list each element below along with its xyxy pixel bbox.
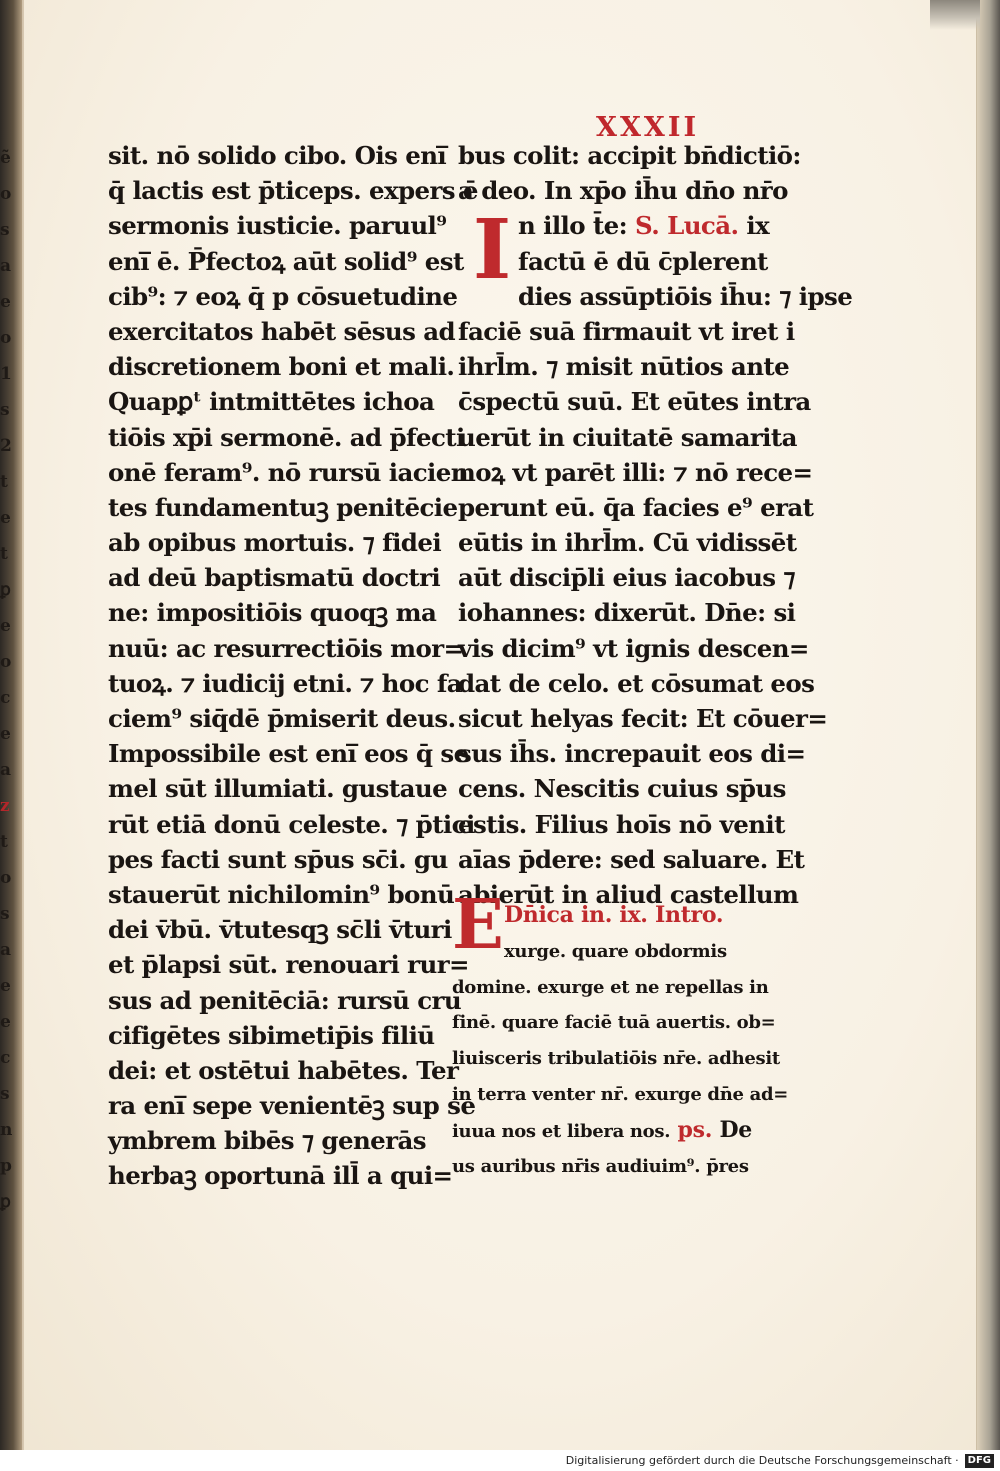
gutter-glyph: ꝑ bbox=[0, 1192, 11, 1212]
introit-text: iuua nos et libera nos. bbox=[452, 1120, 671, 1142]
text-line: cib⁹: ⁊ eoꝝ q̄ p cōsuetudine bbox=[108, 281, 458, 311]
text-line: abierūt in aliud castellum bbox=[458, 879, 799, 909]
introit-line: Dn̄ica in. ix. Intro. bbox=[504, 902, 724, 928]
text-line: ra eni̅ sepe venientēꝫ sup se bbox=[108, 1091, 476, 1121]
gutter-glyph: ẽ bbox=[0, 148, 11, 168]
gutter-glyph: a bbox=[0, 940, 12, 960]
text-line: aīas p̄dere: sed saluare. Et bbox=[458, 844, 805, 874]
text-line: discretionem boni et mali. bbox=[108, 352, 455, 382]
gutter-glyph: t bbox=[0, 472, 8, 492]
introit-line bbox=[452, 1113, 762, 1149]
text-line: cens. Nescitis cuius sp̄us bbox=[458, 774, 786, 804]
text-line: rūt etiā donū celeste. ⁊ p̄tici bbox=[108, 809, 475, 839]
text-line: sicut helyas fecit: Et cōuer= bbox=[458, 704, 828, 733]
text-line: et p̄lapsi sūt. renouari rur= bbox=[108, 950, 469, 980]
initial-letter-e: E bbox=[452, 885, 504, 965]
initial-letter-t: I bbox=[472, 202, 512, 298]
right-column bbox=[458, 138, 853, 912]
gutter-glyph: e bbox=[0, 616, 11, 636]
text-line: dies assūptiōis ih̄u: ⁊ ipse bbox=[518, 281, 853, 311]
gutter-glyph: p bbox=[0, 1156, 12, 1176]
introit-line: xurge. quare obdormis bbox=[504, 940, 727, 962]
text-line: q̄ lactis est p̄ticeps. expers ē bbox=[108, 176, 478, 206]
gutter-glyph: o bbox=[0, 652, 12, 672]
text-line: ad deū baptismatū doctri bbox=[108, 563, 441, 593]
text-line: exercitatos habēt sēsus ad bbox=[108, 316, 456, 346]
text-line: tuoꝝ. ⁊ iudicij etni. ⁊ hoc fa bbox=[108, 668, 463, 698]
text-line: factū ē dū c̄plerent bbox=[518, 246, 768, 276]
text-line: sermonis iusticie. paruul⁹ bbox=[108, 211, 447, 241]
gutter-glyph: s bbox=[0, 220, 10, 240]
gutter-glyph: 2 bbox=[0, 436, 12, 456]
text-line: aūt discip̄li eius iacobus ⁊ bbox=[458, 563, 795, 593]
text-line: bus colit: accipit bn̄dictiō: bbox=[458, 141, 801, 170]
text-line: pes facti sunt sp̄us sc̄i. gu bbox=[108, 844, 448, 874]
text-line: cifigētes sibimetip̄is filiū bbox=[108, 1020, 435, 1050]
gutter-glyph: t bbox=[0, 832, 8, 852]
text-line: tes fundamentuꝫ penitēcie bbox=[108, 492, 458, 522]
introit-line: finē. quare faciē tuā auertis. ob= bbox=[452, 1012, 776, 1034]
gutter-glyph: s bbox=[0, 904, 10, 924]
text-line: stauerūt nichilomin⁹ bonū bbox=[108, 879, 455, 909]
text-line: tiōis xp̄i sermonē. ad p̄fecti bbox=[108, 422, 465, 452]
gutter-glyph: c bbox=[0, 1048, 11, 1068]
text-line: noꝝ vt parēt illi: ⁊ nō rece= bbox=[458, 457, 813, 487]
text-line: Impossibile est eni̅ eos q̄ se bbox=[108, 739, 469, 769]
rubric-lucan: S. Lucā. bbox=[635, 211, 739, 241]
text-line: c̄spectū suū. Et eūtes intra bbox=[458, 387, 811, 417]
text-line: dat de celo. et cōsumat eos bbox=[458, 668, 815, 698]
gutter-text bbox=[0, 140, 16, 1212]
text-line: eni̅ ē. P̄fectoꝝ aūt solid⁹ est bbox=[108, 246, 464, 276]
folio-number: XXXII bbox=[596, 112, 700, 143]
gutter-glyph: e bbox=[0, 508, 11, 528]
gutter-glyph: n bbox=[0, 1120, 13, 1140]
text-line: dei v̄bū. v̄tutesqꝫ sc̄li v̄turi bbox=[108, 915, 452, 945]
psalm-mark: ps. bbox=[670, 1116, 720, 1143]
text-line: mel sūt illumiati. gustaue bbox=[108, 774, 448, 804]
gutter-glyph: 1 bbox=[0, 364, 12, 384]
gutter-glyph: o bbox=[0, 184, 12, 204]
gutter-glyph: c bbox=[0, 688, 11, 708]
text-line: onē feram⁹. nō rursū iacien bbox=[108, 457, 468, 487]
gutter-glyph: z bbox=[0, 796, 10, 816]
gutter-glyph: s bbox=[0, 400, 10, 420]
footer-bar bbox=[0, 1450, 1000, 1471]
introit-line: us auribus nr̄is audiuim⁹. p̄res bbox=[452, 1155, 749, 1177]
text-line: vis dicim⁹ vt ignis descen= bbox=[458, 633, 809, 663]
introit-line: in terra venter nr̄. exurge dn̄e ad= bbox=[452, 1083, 789, 1105]
text-line: ymbrem bibēs ⁊ generās bbox=[108, 1126, 426, 1156]
page-stack-edge bbox=[930, 0, 980, 30]
gutter-glyph: e bbox=[0, 292, 11, 312]
gutter-glyph: e bbox=[0, 976, 11, 996]
text-line: herbaꝫ oportunā ill̄ a qui= bbox=[108, 1161, 453, 1191]
introit-line: domine. exurge et ne repellas in bbox=[452, 976, 769, 998]
gutter-glyph: e bbox=[0, 1012, 11, 1032]
gutter-glyph: a bbox=[0, 256, 12, 276]
text-line: a deo. In xp̄o ih̄u dn̄o nr̄o bbox=[458, 176, 788, 206]
footer-credit: Digitalisierung gefördert durch die Deutsche Forschungsgemeinschaft · bbox=[565, 1454, 959, 1467]
text-line: ne: impositiōis quoqꝫ ma bbox=[108, 598, 437, 628]
de-word: De bbox=[719, 1116, 752, 1143]
gutter-glyph: s bbox=[0, 1084, 10, 1104]
text-line: perunt eū. q̄a facies e⁹ erat bbox=[458, 492, 814, 522]
text-line: ihrl̄m. ⁊ misit nūtios ante bbox=[458, 352, 790, 382]
gutter-glyph: e bbox=[0, 724, 11, 744]
text-line: uerūt in ciuitatē samarita bbox=[458, 422, 797, 452]
introit-line: liuisceris tribulatiōis nr̄e. adhesit bbox=[452, 1048, 780, 1070]
gutter-glyph: ꝑ bbox=[0, 580, 11, 600]
text-line: sus ih̄s. increpauit eos di= bbox=[458, 739, 806, 769]
text-line: dei: et ostētui habētes. Ter bbox=[108, 1055, 459, 1085]
dfg-logo: DFG bbox=[965, 1454, 994, 1468]
text-line: eūtis in ihrl̄m. Cū vidissēt bbox=[458, 528, 797, 558]
gutter-glyph: a bbox=[0, 760, 12, 780]
gutter-glyph: o bbox=[0, 868, 12, 888]
gutter-glyph: t bbox=[0, 544, 8, 564]
text-line: sit. nō solido cibo. Ois eni̅ bbox=[108, 141, 447, 170]
text-line: sus ad penitēciā: rursū cru bbox=[108, 985, 462, 1015]
text-line: Quapꝑᵗ intmittētes ichoa bbox=[108, 387, 435, 417]
gutter-glyph: o bbox=[0, 328, 12, 348]
text-line: iohannes: dixerūt. Dn̄e: si bbox=[458, 598, 796, 628]
text-line: ciem⁹ siq̄dē p̄miserit deus. bbox=[108, 704, 456, 733]
text-line: nuū: ac resurrectiōis mor= bbox=[108, 633, 464, 663]
text-line: ab opibus mortuis. ⁊ fidei bbox=[108, 528, 442, 558]
text-line: estis. Filius hoīs nō venit bbox=[458, 809, 785, 839]
left-column bbox=[108, 138, 478, 1194]
text-line: faciē suā firmauit vt iret i bbox=[458, 316, 795, 346]
text-line: n illo t̄e: S. Lucā. ix bbox=[518, 211, 770, 241]
